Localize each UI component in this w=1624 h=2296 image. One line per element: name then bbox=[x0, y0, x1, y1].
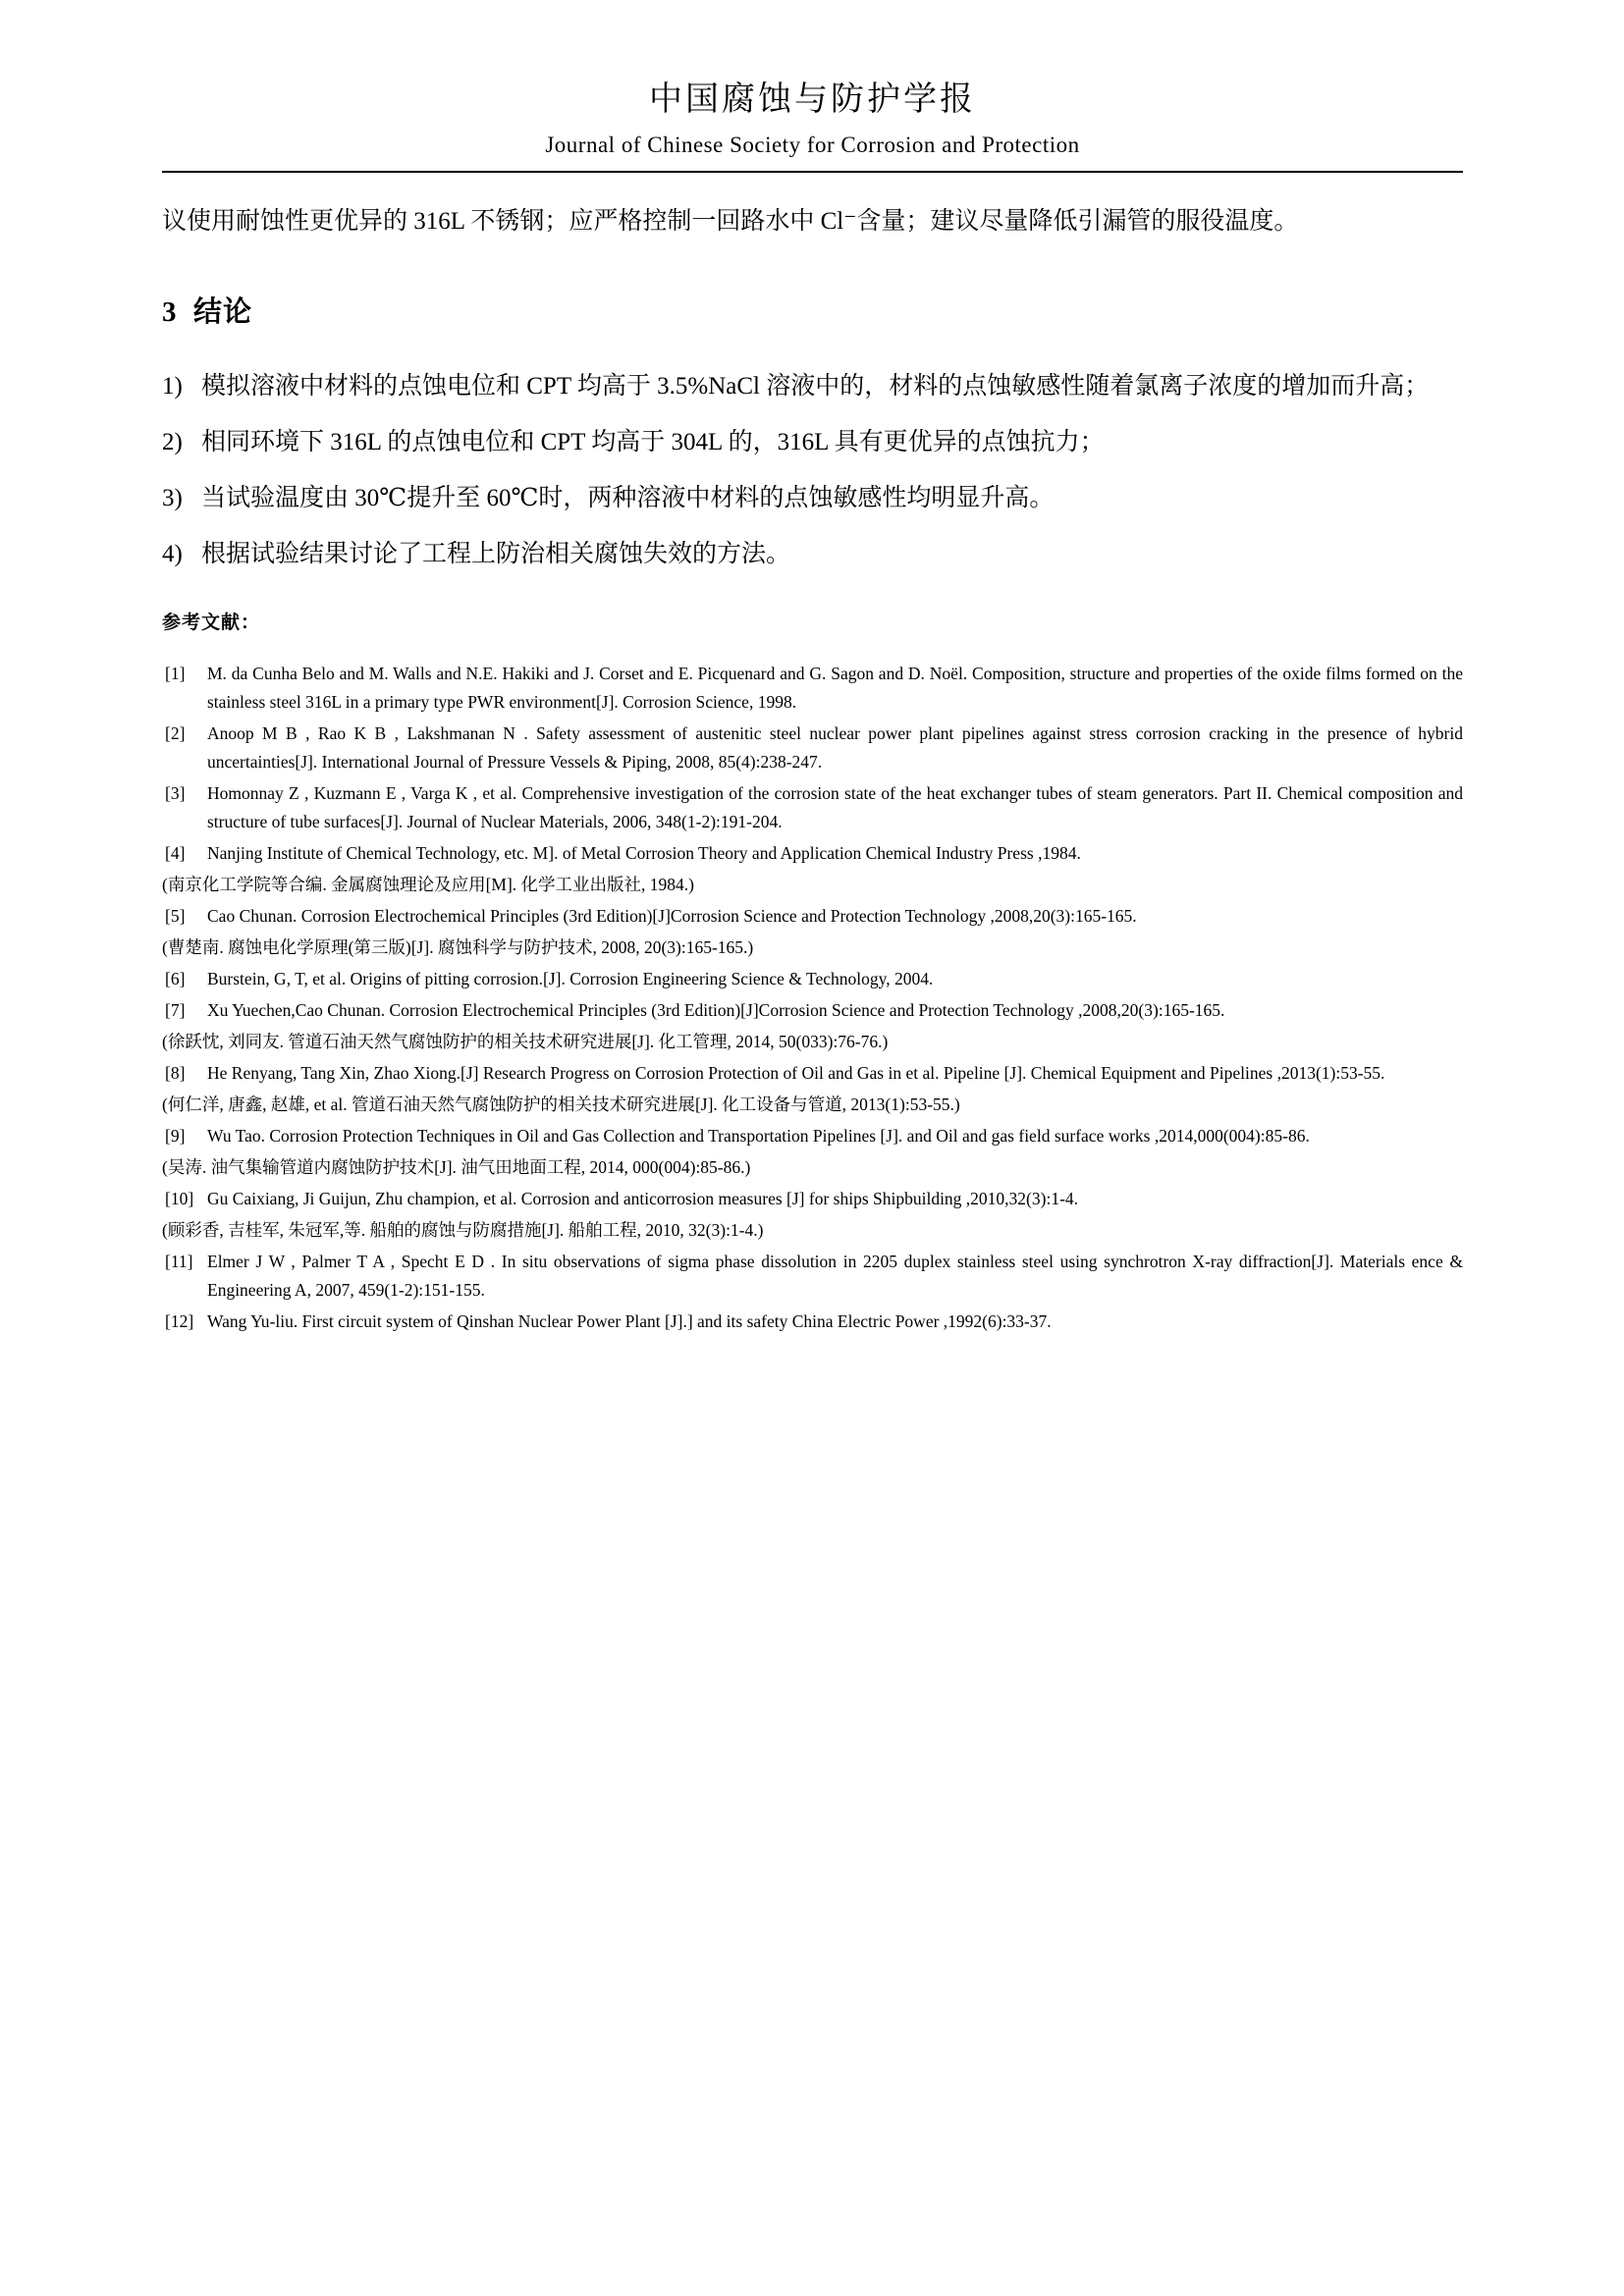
reference-item bbox=[162, 1308, 1463, 1336]
reference-text: Gu Caixiang, Ji Guijun, Zhu champion, et al. Corrosion and anticorrosion measures [J] for ships Shipbuilding ,2010,32(3):1-4. bbox=[207, 1188, 1079, 1208]
reference-item bbox=[162, 1122, 1463, 1150]
conclusion-number: 3) bbox=[162, 484, 183, 511]
reference-text: He Renyang, Tang Xin, Zhao Xiong.[J] Research Progress on Corrosion Protection of Oil and Gas in et al. Pipeline [J]. Chemical Equipment and Pipelines ,2013(1):53-55. bbox=[207, 1062, 1385, 1083]
journal-title-en: Journal of Chinese Society for Corrosion and Protection bbox=[545, 132, 1080, 157]
conclusion-number: 1) bbox=[162, 372, 183, 400]
conclusion-item bbox=[162, 423, 1463, 462]
reference-number: [3] bbox=[165, 782, 186, 803]
reference-item bbox=[162, 1059, 1463, 1088]
references-label: 参考文献： bbox=[162, 612, 261, 633]
reference-item bbox=[162, 965, 1463, 993]
reference-text: Anoop M B , Rao K B , Lakshmanan N . Safety assessment of austenitic steel nuclear power plant pipelines against stress corrosion cracking in the presence of hybrid uncertainties[J]. International Journal of Pressure Vessels & Piping, 2008, 85(4):238-247. bbox=[207, 722, 1463, 772]
reference-translation: (曹楚南. 腐蚀电化学原理(第三版)[J]. 腐蚀科学与防护技术, 2008, 20(3):165-165.) bbox=[162, 936, 754, 957]
reference-number: [6] bbox=[165, 968, 186, 988]
reference-item bbox=[162, 839, 1463, 868]
reference-item bbox=[162, 996, 1463, 1025]
conclusion-text: 模拟溶液中材料的点蚀电位和 CPT 均高于 3.5%NaCl 溶液中的，材料的点蚀敏感性随着氯离子浓度的增加而升高； bbox=[201, 372, 1430, 400]
reference-item bbox=[162, 1248, 1463, 1305]
reference-translation: (徐跃忱, 刘同友. 管道石油天然气腐蚀防护的相关技术研究进展[J]. 化工管理, 2014, 50(033):76-76.) bbox=[162, 1031, 889, 1051]
journal-header bbox=[162, 80, 1463, 158]
reference-translation: (吴涛. 油气集输管道内腐蚀防护技术[J]. 油气田地面工程, 2014, 000(004):85-86.) bbox=[162, 1156, 751, 1177]
reference-text: Homonnay Z , Kuzmann E , Varga K , et al. Comprehensive investigation of the corrosion state of the heat exchanger tubes of steam generators. Part II. Chemical composition and structure of tube surfaces[J]. Journal of Nuclear Materials, 2006, 348(1-2):191-204. bbox=[207, 782, 1463, 831]
conclusion-text: 当试验温度由 30℃提升至 60℃时，两种溶液中材料的点蚀敏感性均明显升高。 bbox=[201, 484, 1055, 511]
intro-paragraph: 议使用耐蚀性更优异的 316L 不锈钢；应严格控制一回路水中 Cl⁻含量；建议尽量降低引漏管的服役温度。 bbox=[162, 207, 1299, 235]
reference-number: [10] bbox=[165, 1188, 194, 1208]
reference-item bbox=[162, 779, 1463, 836]
reference-item bbox=[162, 660, 1463, 717]
header-rule bbox=[162, 171, 1463, 173]
reference-number: [9] bbox=[165, 1125, 186, 1146]
reference-text: Wu Tao. Corrosion Protection Techniques in Oil and Gas Collection and Transportation Pipelines [J]. and Oil and gas field surface works ,2014,000(004):85-86. bbox=[207, 1125, 1310, 1146]
reference-item bbox=[162, 902, 1463, 931]
reference-number: [8] bbox=[165, 1062, 186, 1083]
reference-text: Xu Yuechen,Cao Chunan. Corrosion Electrochemical Principles (3rd Edition)[J]Corrosion Science and Protection Technology ,2008,20(3):165-165. bbox=[207, 999, 1225, 1020]
reference-number: [11] bbox=[165, 1251, 193, 1271]
reference-translation: (顾彩香, 吉桂军, 朱冠军,等. 船舶的腐蚀与防腐措施[J]. 船舶工程, 2010, 32(3):1-4.) bbox=[162, 1219, 764, 1240]
reference-text: Nanjing Institute of Chemical Technology, etc. M]. of Metal Corrosion Theory and Application Chemical Industry Press ,1984. bbox=[207, 842, 1081, 863]
reference-number: [7] bbox=[165, 999, 186, 1020]
reference-text: Cao Chunan. Corrosion Electrochemical Principles (3rd Edition)[J]Corrosion Science and Protection Technology ,2008,20(3):165-165. bbox=[207, 905, 1137, 926]
article-body bbox=[162, 198, 1463, 1336]
conclusion-number: 4) bbox=[162, 540, 183, 567]
journal-title-cn: 中国腐蚀与防护学报 bbox=[649, 81, 976, 118]
reference-text: Elmer J W , Palmer T A , Specht E D . In situ observations of sigma phase dissolution in 2205 duplex stainless steel using synchrotron X-ray diffraction[J]. Materials ence & Engineering A, 2007, 459(1-2):151-155. bbox=[207, 1251, 1463, 1300]
reference-number: [12] bbox=[165, 1310, 194, 1331]
reference-text: Burstein, G, T, et al. Origins of pitting corrosion.[J]. Corrosion Engineering Science & Technology, 2004. bbox=[207, 968, 934, 988]
section-heading-conclusion: 3 结论 bbox=[162, 295, 253, 328]
conclusion-item bbox=[162, 367, 1463, 406]
reference-text: Wang Yu-liu. First circuit system of Qinshan Nuclear Power Plant [J].] and its safety China Electric Power ,1992(6):33-37. bbox=[207, 1310, 1052, 1331]
conclusion-text: 根据试验结果讨论了工程上防治相关腐蚀失效的方法。 bbox=[201, 540, 791, 567]
reference-translation: (南京化工学院等合编. 金属腐蚀理论及应用[M]. 化学工业出版社, 1984.) bbox=[162, 874, 694, 894]
reference-item bbox=[162, 1185, 1463, 1213]
references-list bbox=[162, 660, 1463, 1336]
reference-translation: (何仁洋, 唐鑫, 赵雄, et al. 管道石油天然气腐蚀防护的相关技术研究进展[J]. 化工设备与管道, 2013(1):53-55.) bbox=[162, 1094, 960, 1114]
reference-text: M. da Cunha Belo and M. Walls and N.E. Hakiki and J. Corset and E. Picquenard and G. Sagon and D. Noël. Composition, structure and properties of the oxide films formed on the stainless steel 316L in a primary type PWR environment[J]. Corrosion Science, 1998. bbox=[207, 663, 1463, 712]
conclusion-item bbox=[162, 479, 1463, 518]
conclusion-number: 2) bbox=[162, 428, 183, 455]
conclusion-text: 相同环境下 316L 的点蚀电位和 CPT 均高于 304L 的，316L 具有更优异的点蚀抗力； bbox=[201, 428, 1105, 455]
conclusion-item bbox=[162, 535, 1463, 574]
reference-number: [2] bbox=[165, 722, 186, 743]
reference-item bbox=[162, 720, 1463, 776]
reference-number: [4] bbox=[165, 842, 186, 863]
reference-number: [5] bbox=[165, 905, 186, 926]
conclusions-list bbox=[162, 367, 1463, 574]
reference-number: [1] bbox=[165, 663, 186, 683]
